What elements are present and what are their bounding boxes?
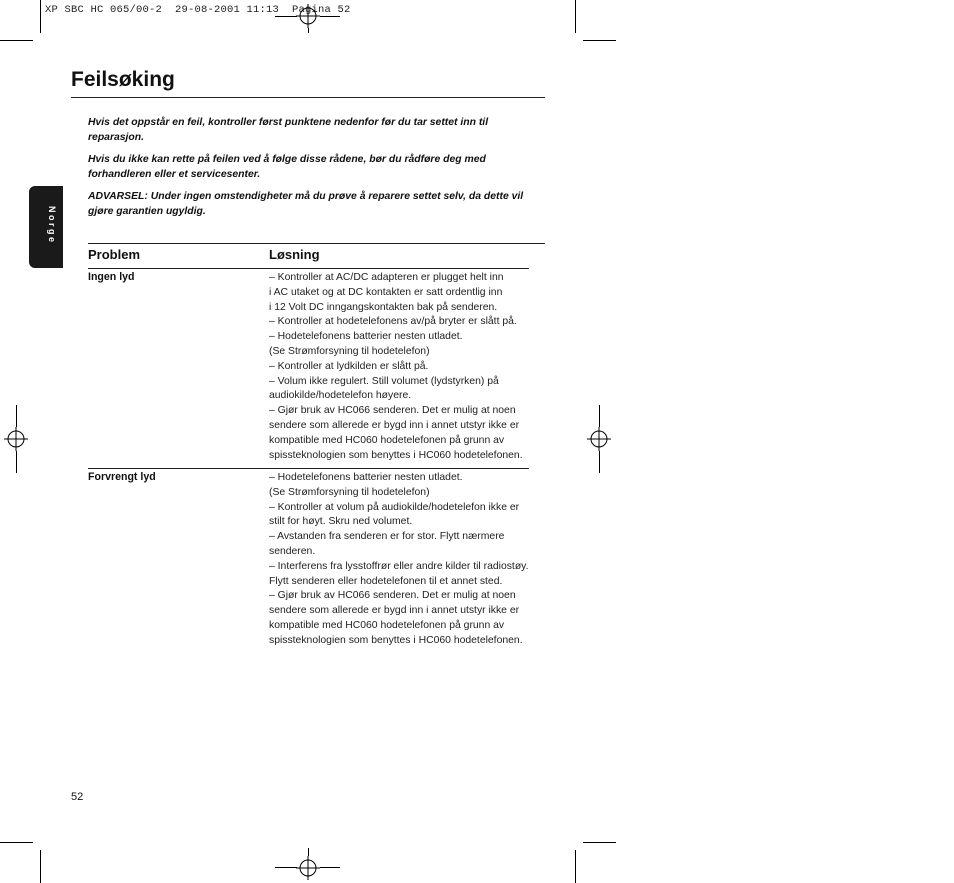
- registration-mark-icon: [4, 427, 28, 451]
- solution-text: [269, 271, 544, 463]
- header-rule: [88, 268, 529, 269]
- crop-mark: [275, 16, 297, 17]
- solution-line: audiokilde/hodetelefon høyere.: [269, 390, 412, 402]
- crop-mark: [583, 40, 616, 41]
- solution-line: – Kontroller at lydkilden er slått på.: [269, 360, 429, 372]
- solution-line: kompatible med HC060 hodetelefonen på grunn av: [269, 619, 505, 631]
- solution-line: senderen.: [269, 545, 316, 557]
- solution-line: – Gjør bruk av HC066 senderen. Det er mulig at noen: [269, 590, 516, 602]
- solution-line: i 12 Volt DC inngangskontakten bak på senderen.: [269, 301, 498, 313]
- solution-line: (Se Strømforsyning til hodetelefon): [269, 345, 430, 357]
- crop-mark: [583, 842, 616, 843]
- problem-label: Forvrengt lyd: [88, 471, 156, 483]
- solution-line: – Gjør bruk av HC066 senderen. Det er mulig at noen: [269, 405, 516, 417]
- crop-mark: [599, 405, 600, 427]
- registration-mark-icon: [296, 4, 320, 28]
- solution-line: – Hodetelefonens batterier nesten utladet.: [269, 472, 463, 483]
- registration-mark-icon: [296, 856, 320, 880]
- solution-line: kompatible med HC060 hodetelefonen på grunn av: [269, 434, 505, 446]
- column-header-solution: Løsning: [269, 247, 320, 262]
- crop-mark: [0, 40, 33, 41]
- title-rule: [71, 97, 545, 98]
- crop-mark: [599, 451, 600, 473]
- page-title: Feilsøking: [71, 68, 175, 91]
- crop-mark: [40, 850, 41, 883]
- solution-line: (Se Strømforsyning til hodetelefon): [269, 486, 430, 498]
- solution-text: [269, 471, 544, 649]
- crop-mark: [308, 848, 309, 856]
- crop-mark: [16, 451, 17, 473]
- warning-paragraph: ADVARSEL: Under ingen omstendigheter må du prøve å reparere settet selv, da dette vil gjøre garantien ugyldig.: [88, 191, 524, 217]
- column-header-problem: Problem: [88, 247, 141, 262]
- language-side-tab-label: Norge: [47, 206, 57, 245]
- solution-line: – Kontroller at volum på audiokilde/hodetelefon ikke er: [269, 501, 520, 513]
- solution-line: – Avstanden fra senderen er for stor. Flytt nærmere: [269, 531, 505, 543]
- crop-mark: [320, 16, 340, 17]
- crop-mark: [0, 842, 33, 843]
- row-divider: [88, 468, 529, 469]
- solution-line: stilt for høyt. Skru ned volumet.: [269, 516, 413, 528]
- solution-line: – Hodetelefonens batterier nesten utladet.: [269, 331, 463, 343]
- solution-line: – Kontroller at AC/DC adapteren er plugget helt inn: [269, 272, 504, 283]
- crop-mark: [575, 850, 576, 883]
- crop-mark: [308, 28, 309, 33]
- solution-line: Flytt senderen eller hodetelefonen til et annet sted.: [269, 575, 503, 587]
- page-number: 52: [71, 791, 84, 803]
- crop-mark: [575, 0, 576, 33]
- print-header: XP SBC HC 065/00-2 29-08-2001 11:13 Pagina 52: [45, 4, 351, 16]
- problem-label: Ingen lyd: [88, 271, 135, 283]
- solution-line: sendere som allerede er bygd inn i annet utstyr ikke er: [269, 419, 520, 431]
- solution-line: sendere som allerede er bygd inn i annet utstyr ikke er: [269, 605, 520, 617]
- table-top-rule: [88, 243, 545, 244]
- solution-line: i AC utaket og at DC kontakten er satt ordentlig inn: [269, 286, 503, 298]
- solution-line: spissteknologien som benyttes i HC060 hodetelefonen.: [269, 449, 523, 461]
- solution-line: – Interferens fra lysstoffrør eller andre kilder til radiostøy.: [269, 560, 529, 572]
- language-side-tab: [29, 186, 63, 268]
- solution-line: – Kontroller at hodetelefonens av/på bryter er slått på.: [269, 316, 517, 328]
- intro-paragraph: Hvis du ikke kan rette på feilen ved å følge disse rådene, bør du rådføre deg med forhandleren eller et servicesenter.: [88, 154, 486, 180]
- solution-line: spissteknologien som benyttes i HC060 hodetelefonen.: [269, 634, 523, 646]
- crop-mark: [320, 867, 340, 868]
- crop-mark: [40, 0, 41, 33]
- intro-paragraph: Hvis det oppstår en feil, kontroller først punktene nedenfor før du tar settet inn til reparasjon.: [88, 117, 489, 143]
- crop-mark: [275, 867, 297, 868]
- solution-line: – Volum ikke regulert. Still volumet (lydstyrken) på: [269, 375, 499, 387]
- crop-mark: [16, 405, 17, 427]
- registration-mark-icon: [587, 427, 611, 451]
